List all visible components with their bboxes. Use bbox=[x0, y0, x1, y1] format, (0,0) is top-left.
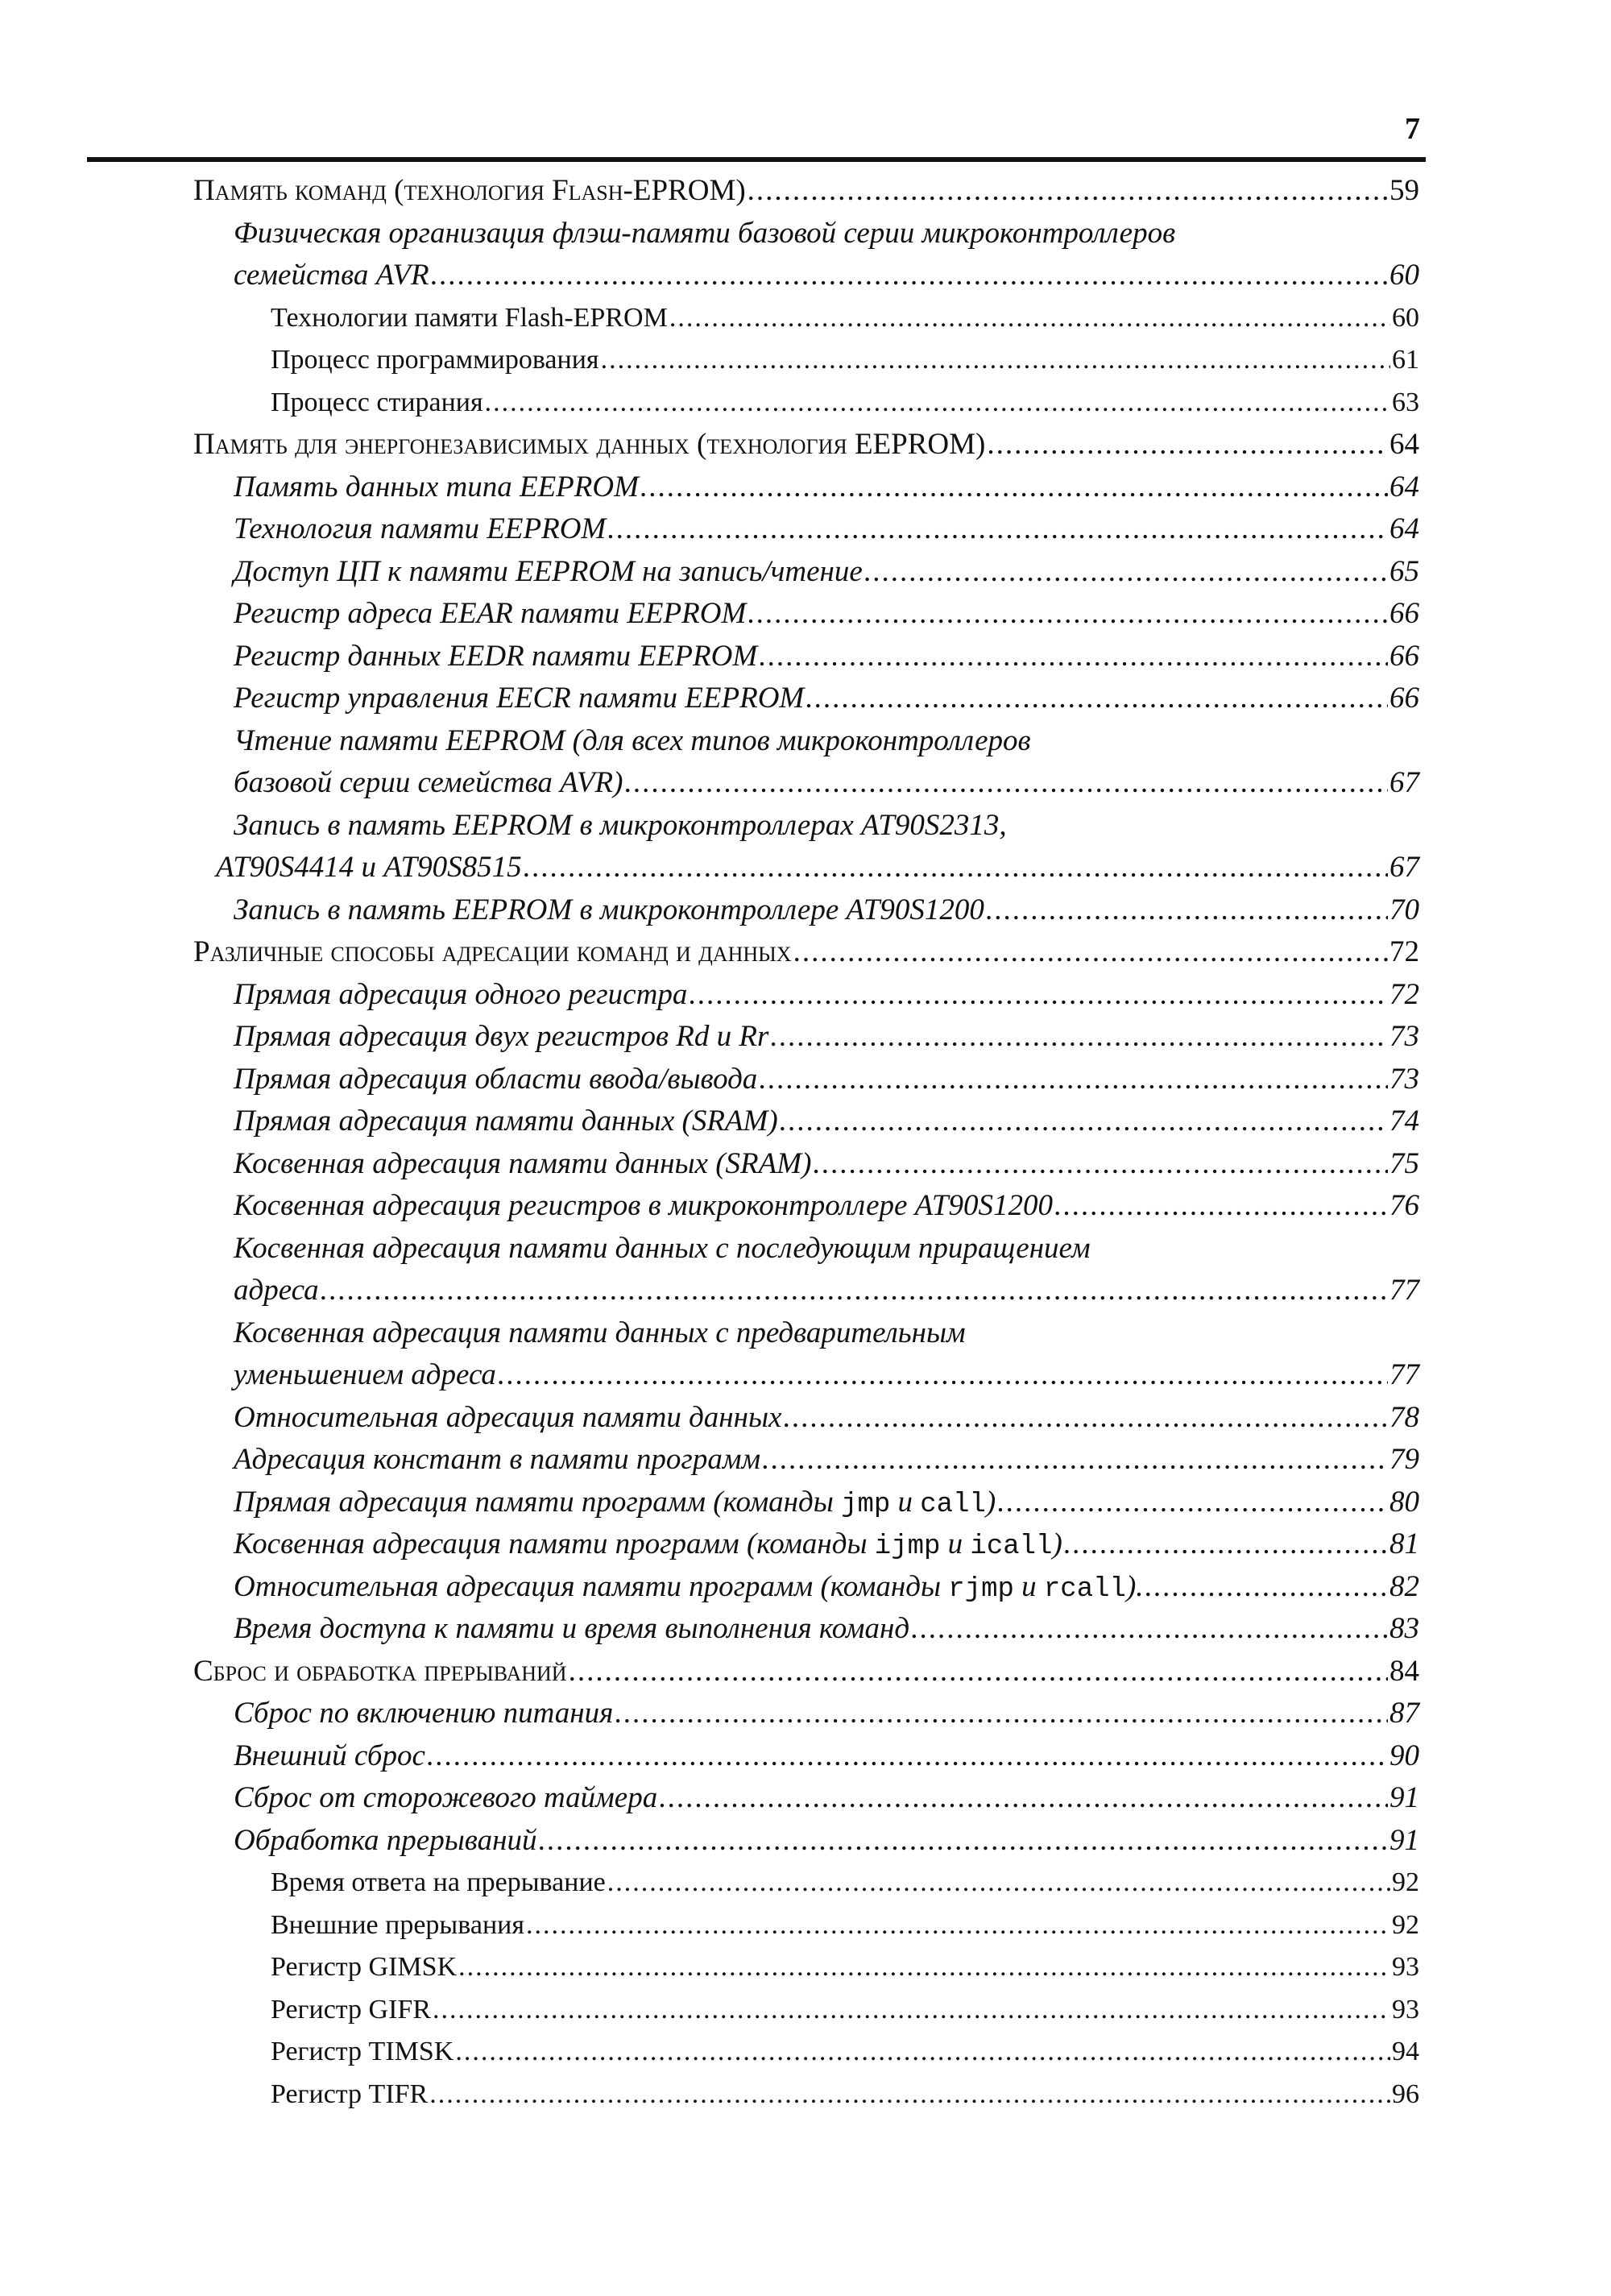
toc-entry-page: 63 bbox=[1392, 387, 1419, 417]
toc-entry-level-3 bbox=[271, 297, 1419, 340]
toc-dot-leader bbox=[986, 889, 1388, 932]
toc-dot-leader bbox=[987, 424, 1388, 466]
toc-entry-title: Косвенная адресация памяти данных (SRAM) bbox=[234, 1146, 812, 1180]
toc-entry-page: 87 bbox=[1389, 1697, 1419, 1730]
toc-entry-title bbox=[234, 1523, 1062, 1569]
toc-entry-title: Время доступа к памяти и время выполнения команд bbox=[234, 1612, 910, 1645]
toc-entry-title: Время ответа на прерывание bbox=[271, 1867, 606, 1897]
toc-dot-leader bbox=[429, 2074, 1390, 2116]
toc-entry-level-2 bbox=[234, 1016, 1419, 1059]
toc-dot-leader bbox=[748, 170, 1388, 213]
toc-dot-leader bbox=[433, 1989, 1390, 2032]
toc-line bbox=[0, 1482, 1611, 1524]
toc-line bbox=[0, 1016, 1611, 1059]
toc-entry-page: 92 bbox=[1392, 1867, 1419, 1897]
toc-entry-level-2 bbox=[234, 1100, 1419, 1143]
toc-entry-level-3 bbox=[271, 1946, 1419, 1989]
toc-entry-level-2 bbox=[234, 1693, 1419, 1735]
toc-entry-page: 91 bbox=[1389, 1781, 1419, 1814]
toc-entry-level-2 bbox=[234, 889, 1419, 932]
toc-line bbox=[0, 297, 1611, 340]
toc-entry-page: 59 bbox=[1389, 174, 1419, 207]
toc-entry-title bbox=[234, 1482, 996, 1527]
toc-entry-page: 79 bbox=[1389, 1443, 1419, 1476]
toc-entry-title: Память данных типа EEPROM bbox=[234, 470, 639, 504]
toc-line bbox=[0, 1946, 1611, 1989]
toc-entry-level-3 bbox=[271, 339, 1419, 382]
toc-entry-title: семейства AVR bbox=[234, 259, 429, 292]
toc-entry-title: Технологии памяти Flash-EPROM bbox=[271, 302, 668, 333]
toc-line bbox=[0, 974, 1611, 1017]
toc-entry-title: Запись в память EEPROM в микроконтроллерах AT90S2313, bbox=[234, 808, 1007, 842]
toc-entry-level-1 bbox=[193, 931, 1419, 974]
toc-dot-leader bbox=[538, 1820, 1388, 1863]
toc-entry-text: Косвенная адресация памяти программ (команды bbox=[234, 1527, 875, 1560]
toc-entry-title: Память команд (технология Flash-EPROM) bbox=[193, 174, 746, 207]
toc-line bbox=[0, 339, 1611, 382]
toc-entry-page: 96 bbox=[1392, 2078, 1419, 2109]
toc-entry-title: Физическая организация флэш-памяти базовой серии микроконтроллеров bbox=[234, 216, 1176, 250]
toc-entry-text: ) bbox=[1052, 1527, 1062, 1560]
toc-entry-page: 66 bbox=[1389, 682, 1419, 715]
toc-entry-title: Чтение памяти EEPROM (для всех типов микроконтроллеров bbox=[234, 723, 1031, 757]
toc-dot-leader bbox=[569, 1651, 1388, 1693]
toc-line bbox=[0, 1651, 1611, 1693]
toc-entry-title: Регистр TIFR bbox=[271, 2078, 429, 2109]
toc-line bbox=[0, 424, 1611, 466]
toc-line bbox=[0, 762, 1611, 805]
toc-entry-page: 74 bbox=[1389, 1104, 1419, 1138]
toc-line bbox=[0, 1989, 1611, 2032]
toc-entry-level-2 bbox=[234, 678, 1419, 720]
toc-dot-leader bbox=[458, 1946, 1390, 1989]
toc-dot-leader bbox=[1064, 1523, 1388, 1566]
toc-line bbox=[0, 593, 1611, 636]
toc-entry-level-1 bbox=[193, 424, 1419, 466]
toc-dot-leader bbox=[864, 551, 1388, 594]
toc-entry-page: 77 bbox=[1389, 1274, 1419, 1307]
toc-entry-page: 90 bbox=[1389, 1739, 1419, 1772]
toc-entry-level-2 bbox=[234, 1143, 1419, 1186]
toc-line bbox=[0, 2074, 1611, 2116]
toc-entry-page: 72 bbox=[1389, 977, 1419, 1011]
toc-entry-page: 75 bbox=[1389, 1146, 1419, 1180]
toc-dot-leader bbox=[1145, 1566, 1388, 1609]
toc-entry-title: Сброс от сторожевого таймера bbox=[234, 1781, 658, 1814]
toc-entry-page: 91 bbox=[1389, 1823, 1419, 1857]
toc-dot-leader bbox=[748, 593, 1388, 636]
toc-dot-leader bbox=[806, 678, 1388, 720]
toc-entry-level-2 bbox=[234, 213, 1175, 255]
toc-line bbox=[0, 255, 1611, 297]
toc-entry-title: Прямая адресация области ввода/вывода bbox=[234, 1062, 758, 1096]
toc-entry-level-2 bbox=[234, 508, 1419, 551]
toc-dot-leader bbox=[607, 1862, 1390, 1904]
toc-line bbox=[0, 1312, 1611, 1355]
toc-entry-level-3 bbox=[271, 1989, 1419, 2032]
toc-entry-title: Обработка прерываний bbox=[234, 1823, 537, 1857]
toc-dot-leader bbox=[911, 1608, 1388, 1651]
toc-entry-text: Относительная адресация памяти программ (команды bbox=[234, 1569, 949, 1603]
toc-entry-title: Различные способы адресации команд и данных bbox=[193, 935, 792, 968]
toc-entry-level-3 bbox=[271, 382, 1419, 425]
toc-entry-level-2 bbox=[234, 466, 1419, 509]
toc-line bbox=[0, 889, 1611, 932]
toc-dot-leader bbox=[431, 255, 1388, 297]
toc-entry-level-2 bbox=[234, 1059, 1419, 1101]
toc-dot-leader bbox=[793, 931, 1388, 974]
toc-entry-level-3 bbox=[271, 2074, 1419, 2116]
toc-entry-level-2 bbox=[234, 1439, 1419, 1482]
toc-line bbox=[0, 170, 1611, 213]
toc-entry-page: 65 bbox=[1389, 554, 1419, 588]
toc-entry-page: 64 bbox=[1389, 512, 1419, 545]
toc-entry-code: rjmp bbox=[948, 1573, 1014, 1605]
page-number: 7 bbox=[1405, 112, 1420, 146]
toc-dot-leader bbox=[640, 466, 1388, 509]
toc-entry-title: уменьшением адреса bbox=[234, 1358, 496, 1391]
toc-line bbox=[0, 847, 1611, 889]
toc-line bbox=[0, 720, 1611, 763]
toc-entry-code: jmp bbox=[841, 1489, 891, 1520]
toc-dot-leader bbox=[1054, 1185, 1388, 1228]
toc-entry-level-2 bbox=[234, 762, 1419, 805]
toc-dot-leader bbox=[783, 1397, 1388, 1440]
toc-entry-page: 94 bbox=[1392, 2037, 1419, 2066]
toc-entry-level-2 bbox=[216, 847, 1419, 889]
toc-entry-level-2 bbox=[234, 1523, 1419, 1566]
toc-entry-title: Относительная адресация памяти данных bbox=[234, 1400, 782, 1434]
toc-entry-level-1 bbox=[193, 170, 1419, 213]
toc-entry-page: 64 bbox=[1389, 470, 1419, 504]
toc-entry-text: Прямая адресация памяти программ (команды bbox=[234, 1485, 842, 1519]
toc-entry-title: Сброс по включению питания bbox=[234, 1697, 614, 1730]
toc-line bbox=[0, 1523, 1611, 1566]
toc-line bbox=[0, 2031, 1611, 2074]
toc-dot-leader bbox=[759, 636, 1388, 678]
toc-entry-title: Процесс стирания bbox=[271, 387, 483, 417]
toc-line bbox=[0, 1228, 1611, 1270]
toc-entry-text: ). bbox=[1125, 1569, 1144, 1603]
toc-line bbox=[0, 1185, 1611, 1228]
toc-entry-title: Процесс программирования bbox=[271, 345, 599, 375]
toc-dot-leader bbox=[659, 1777, 1388, 1820]
toc-entry-title: Регистр управления EECR памяти EEPROM bbox=[234, 682, 805, 715]
toc-line bbox=[0, 466, 1611, 509]
toc-entry-level-2 bbox=[234, 1270, 1419, 1312]
toc-dot-leader bbox=[762, 1439, 1388, 1482]
toc-dot-leader bbox=[427, 1735, 1388, 1778]
toc-entry-code: icall bbox=[970, 1531, 1053, 1562]
toc-entry-title bbox=[234, 1566, 1144, 1611]
toc-entry-page: 78 bbox=[1389, 1400, 1419, 1434]
toc-entry-page: 64 bbox=[1389, 428, 1419, 461]
toc-entry-level-2 bbox=[234, 1566, 1419, 1609]
toc-line bbox=[0, 1397, 1611, 1440]
toc-entry-page: 60 bbox=[1389, 259, 1419, 292]
toc-line bbox=[0, 1100, 1611, 1143]
toc-dot-leader bbox=[607, 508, 1388, 551]
toc-line bbox=[0, 1608, 1611, 1651]
toc-entry-title: Память для энергонезависимых данных (технология EEPROM) bbox=[193, 428, 986, 461]
toc-entry-page: 73 bbox=[1389, 1062, 1419, 1096]
toc-entry-title: Прямая адресация памяти данных (SRAM) bbox=[234, 1104, 778, 1138]
toc-entry-page: 76 bbox=[1389, 1189, 1419, 1222]
toc-line bbox=[0, 1439, 1611, 1482]
toc-entry-page: 77 bbox=[1389, 1358, 1419, 1391]
toc-entry-page: 66 bbox=[1389, 639, 1419, 673]
toc-dot-leader bbox=[624, 762, 1388, 805]
toc-entry-code: ijmp bbox=[874, 1531, 941, 1562]
toc-line bbox=[0, 213, 1611, 255]
toc-dot-leader bbox=[669, 297, 1390, 340]
toc-entry-page: 60 bbox=[1392, 302, 1419, 333]
toc-line bbox=[0, 1059, 1611, 1101]
toc-entry-title: Регистр TIMSK bbox=[271, 2037, 454, 2066]
toc-entry-level-2 bbox=[234, 593, 1419, 636]
toc-line bbox=[0, 551, 1611, 594]
toc-entry-title: Доступ ЦП к памяти EEPROM на запись/чтение bbox=[234, 554, 863, 588]
toc-entry-title: базовой серии семейства AVR) bbox=[234, 766, 623, 799]
toc-dot-leader bbox=[455, 2031, 1390, 2074]
toc-entry-level-1 bbox=[193, 1651, 1419, 1693]
toc-entry-title: Запись в память EEPROM в микроконтроллере AT90S1200 bbox=[234, 893, 984, 926]
toc-entry-level-2 bbox=[234, 255, 1419, 297]
toc-entry-level-2 bbox=[234, 1820, 1419, 1863]
toc-entry-text: ) bbox=[985, 1485, 996, 1519]
toc-entry-page: 82 bbox=[1389, 1569, 1419, 1603]
toc-entry-page: 72 bbox=[1389, 935, 1419, 968]
header-rule bbox=[87, 157, 1426, 162]
toc-entry-title: Косвенная адресация памяти данных с предварительным bbox=[234, 1316, 966, 1349]
toc-entry-level-2 bbox=[234, 1777, 1419, 1820]
toc-dot-leader bbox=[615, 1693, 1388, 1735]
table-of-contents bbox=[0, 170, 1611, 2116]
toc-dot-leader bbox=[485, 382, 1390, 425]
toc-line bbox=[0, 1354, 1611, 1397]
toc-dot-leader bbox=[689, 974, 1388, 1017]
toc-entry-level-2 bbox=[234, 1608, 1419, 1651]
toc-entry-page: 93 bbox=[1392, 1952, 1419, 1982]
toc-entry-title: Прямая адресация двух регистров Rd и Rr bbox=[234, 1020, 769, 1053]
toc-line bbox=[0, 382, 1611, 425]
toc-dot-leader bbox=[770, 1016, 1388, 1059]
toc-dot-leader bbox=[601, 339, 1390, 382]
toc-entry-title: Адресация констант в памяти программ bbox=[234, 1443, 761, 1476]
toc-entry-page: 93 bbox=[1392, 1994, 1419, 2025]
toc-dot-leader bbox=[524, 847, 1388, 889]
toc-entry-title: AT90S4414 и AT90S8515 bbox=[216, 851, 522, 884]
toc-entry-level-2 bbox=[234, 1397, 1419, 1440]
toc-entry-text: и bbox=[890, 1485, 921, 1519]
toc-entry-level-3 bbox=[271, 1904, 1419, 1947]
toc-entry-page: 92 bbox=[1392, 1909, 1419, 1940]
toc-entry-level-3 bbox=[271, 2031, 1419, 2074]
toc-line bbox=[0, 1143, 1611, 1186]
toc-entry-text: и bbox=[940, 1527, 971, 1560]
toc-line bbox=[0, 1566, 1611, 1609]
toc-line bbox=[0, 636, 1611, 678]
toc-line bbox=[0, 1820, 1611, 1863]
toc-line bbox=[0, 508, 1611, 551]
toc-entry-page: 81 bbox=[1389, 1527, 1419, 1560]
toc-entry-text: и bbox=[1013, 1569, 1044, 1603]
toc-dot-leader bbox=[526, 1904, 1390, 1947]
toc-line bbox=[0, 1777, 1611, 1820]
toc-line bbox=[0, 1270, 1611, 1312]
toc-dot-leader bbox=[759, 1059, 1388, 1101]
toc-entry-page: 80 bbox=[1389, 1485, 1419, 1519]
toc-entry-title: Косвенная адресация регистров в микроконтроллере AT90S1200 bbox=[234, 1189, 1053, 1222]
toc-dot-leader bbox=[780, 1100, 1388, 1143]
toc-entry-title: адреса bbox=[234, 1274, 319, 1307]
toc-dot-leader bbox=[498, 1354, 1388, 1397]
toc-entry-level-2 bbox=[234, 636, 1419, 678]
toc-entry-page: 67 bbox=[1389, 766, 1419, 799]
toc-line bbox=[0, 1862, 1611, 1904]
toc-entry-title: Регистр данных EEDR памяти EEPROM bbox=[234, 639, 758, 673]
toc-entry-level-2 bbox=[234, 1312, 966, 1355]
toc-entry-title: Регистр адреса EEAR памяти EEPROM bbox=[234, 597, 747, 630]
toc-dot-leader bbox=[997, 1482, 1388, 1524]
toc-entry-code: call bbox=[920, 1489, 986, 1520]
toc-entry-title: Регистр GIMSK bbox=[271, 1952, 458, 1982]
toc-line bbox=[0, 678, 1611, 720]
toc-entry-page: 73 bbox=[1389, 1020, 1419, 1053]
toc-entry-level-2 bbox=[234, 1735, 1419, 1778]
toc-entry-title: Сброс и обработка прерываний bbox=[193, 1654, 567, 1688]
toc-entry-code: rcall bbox=[1043, 1573, 1126, 1605]
toc-entry-page: 66 bbox=[1389, 597, 1419, 630]
toc-line bbox=[0, 805, 1611, 848]
toc-entry-page: 83 bbox=[1389, 1612, 1419, 1645]
toc-entry-level-2 bbox=[234, 720, 1031, 763]
toc-entry-title: Внешние прерывания bbox=[271, 1909, 524, 1940]
toc-entry-page: 61 bbox=[1392, 345, 1419, 375]
toc-line bbox=[0, 931, 1611, 974]
toc-entry-page: 67 bbox=[1389, 851, 1419, 884]
toc-entry-level-2 bbox=[234, 1482, 1419, 1524]
toc-line bbox=[0, 1693, 1611, 1735]
toc-dot-leader bbox=[813, 1143, 1388, 1186]
toc-entry-level-2 bbox=[234, 805, 1007, 848]
toc-entry-title: Регистр GIFR bbox=[271, 1994, 432, 2025]
toc-entry-page: 70 bbox=[1389, 893, 1419, 926]
toc-entry-title: Внешний сброс bbox=[234, 1739, 425, 1772]
toc-line bbox=[0, 1735, 1611, 1778]
toc-entry-level-2 bbox=[234, 1228, 1091, 1270]
toc-entry-level-2 bbox=[234, 551, 1419, 594]
toc-entry-level-2 bbox=[234, 974, 1419, 1017]
toc-entry-title: Технология памяти EEPROM bbox=[234, 512, 607, 545]
toc-entry-level-2 bbox=[234, 1185, 1419, 1228]
toc-entry-level-3 bbox=[271, 1862, 1419, 1904]
toc-entry-page: 84 bbox=[1389, 1654, 1419, 1688]
toc-entry-title: Прямая адресация одного регистра bbox=[234, 977, 688, 1011]
toc-entry-level-2 bbox=[234, 1354, 1419, 1397]
toc-dot-leader bbox=[321, 1270, 1388, 1312]
toc-line bbox=[0, 1904, 1611, 1947]
toc-entry-title: Косвенная адресация памяти данных с последующим приращением bbox=[234, 1231, 1091, 1265]
